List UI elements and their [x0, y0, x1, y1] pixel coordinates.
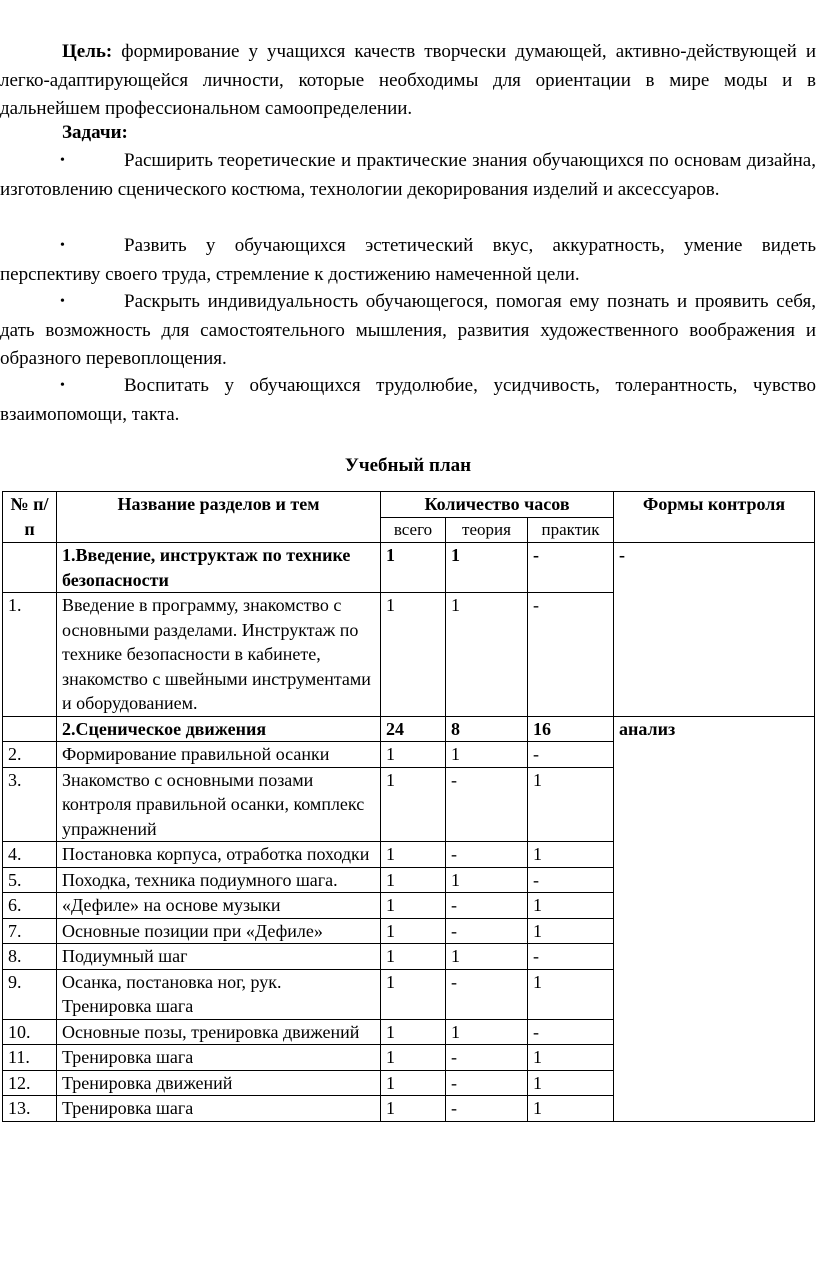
header-name: Название разделов и тем — [57, 492, 381, 543]
cell-practice: 1 — [528, 893, 614, 919]
cell-theory: 1 — [446, 944, 528, 970]
header-total: всего — [381, 517, 446, 543]
cell-name: Тренировка движений — [57, 1070, 381, 1096]
task-text: Раскрыть индивидуальность обучающегося, помогая ему познать и проявить себя, дать возможность для самостоятельного мышления, развития художественного воображения и образного перевоплощения. — [0, 291, 816, 369]
cell-name: Основные позиции при «Дефиле» — [57, 918, 381, 944]
task-item — [0, 147, 816, 204]
cell-theory: 1 — [446, 593, 528, 717]
cell-name: Введение в программу, знакомство с основными разделами. Инструктаж по технике безопасности в кабинете, знакомство с швейными инструментами и оборудованием. — [57, 593, 381, 717]
cell-theory: 8 — [446, 716, 528, 742]
cell-total: 1 — [381, 593, 446, 717]
cell-name: Походка, техника подиумного шага. — [57, 867, 381, 893]
cell-control: анализ — [614, 716, 815, 1121]
cell-total: 1 — [381, 944, 446, 970]
cell-num: 4. — [3, 842, 57, 868]
cell-practice: 1 — [528, 767, 614, 842]
cell-theory: - — [446, 767, 528, 842]
cell-theory: 1 — [446, 543, 528, 593]
cell-num: 6. — [3, 893, 57, 919]
cell-num: 3. — [3, 767, 57, 842]
cell-num: 9. — [3, 969, 57, 1019]
cell-practice: - — [528, 742, 614, 768]
cell-name: «Дефиле» на основе музыки — [57, 893, 381, 919]
cell-total: 1 — [381, 893, 446, 919]
task-item — [0, 232, 816, 289]
cell-num: 10. — [3, 1019, 57, 1045]
plan-title: Учебный план — [344, 455, 472, 476]
section-title: 1.Введение, инструктаж по технике безопасности — [57, 543, 381, 593]
cell-num: 13. — [3, 1096, 57, 1122]
cell-num: 11. — [3, 1045, 57, 1071]
cell-total: 1 — [381, 742, 446, 768]
bullet-icon: • — [60, 153, 65, 168]
goal-label: Цель: — [62, 41, 113, 62]
cell-total: 1 — [381, 1045, 446, 1071]
cell-num — [3, 716, 57, 742]
section-row — [3, 716, 815, 742]
cell-theory: 1 — [446, 742, 528, 768]
goal-text: формирование у учащихся качеств творчески думающей, активно-действующей и легко-адаптирующейся личности, которые необходимы для ориентации в мире моды и в дальнейшем профессиональном самоопределении. — [0, 41, 816, 119]
cell-total: 24 — [381, 716, 446, 742]
cell-practice: 1 — [528, 1096, 614, 1122]
bullet-icon: • — [60, 294, 65, 309]
cell-theory: 1 — [446, 1019, 528, 1045]
cell-theory: 1 — [446, 867, 528, 893]
cell-practice: - — [528, 593, 614, 717]
cell-total: 1 — [381, 969, 446, 1019]
cell-practice: - — [528, 867, 614, 893]
cell-theory: - — [446, 1045, 528, 1071]
cell-practice: 1 — [528, 969, 614, 1019]
cell-theory: - — [446, 1070, 528, 1096]
cell-name: Постановка корпуса, отработка походки — [57, 842, 381, 868]
task-item — [0, 288, 816, 374]
task-text: Воспитать у обучающихся трудолюбие, усидчивость, толерантность, чувство взаимопомощи, такта. — [0, 375, 816, 425]
task-text: Развить у обучающихся эстетический вкус, аккуратность, умение видеть перспективу своего труда, стремление к достижению намеченной цели. — [0, 235, 816, 285]
cell-name: Знакомство с основными позами контроля правильной осанки, комплекс упражнений — [57, 767, 381, 842]
cell-name: Формирование правильной осанки — [57, 742, 381, 768]
cell-theory: - — [446, 893, 528, 919]
section-title: 2.Сценическое движения — [57, 716, 381, 742]
cell-num — [3, 543, 57, 593]
cell-num: 5. — [3, 867, 57, 893]
cell-control: - — [614, 543, 815, 717]
cell-theory: - — [446, 1096, 528, 1122]
cell-practice: - — [528, 1019, 614, 1045]
cell-practice: 1 — [528, 918, 614, 944]
cell-name: Подиумный шаг — [57, 944, 381, 970]
section-row — [3, 543, 815, 593]
task-text: Расширить теоретические и практические знания обучающихся по основам дизайна, изготовлению сценического костюма, технологии декорирования изделий и аксессуаров. — [0, 150, 816, 200]
cell-num: 2. — [3, 742, 57, 768]
table-header-row — [3, 492, 815, 518]
cell-theory: - — [446, 969, 528, 1019]
cell-name: Осанка, постановка ног, рук. Тренировка шага — [57, 969, 381, 1019]
cell-practice: 1 — [528, 842, 614, 868]
header-hours: Количество часов — [381, 492, 614, 518]
cell-total: 1 — [381, 867, 446, 893]
study-plan-table — [2, 491, 815, 1122]
cell-total: 1 — [381, 1070, 446, 1096]
cell-theory: - — [446, 842, 528, 868]
cell-name: Тренировка шага — [57, 1045, 381, 1071]
cell-total: 1 — [381, 1019, 446, 1045]
bullet-icon: • — [60, 378, 65, 393]
header-practice: практик — [528, 517, 614, 543]
tasks-label: Задачи: — [62, 122, 128, 143]
cell-num: 8. — [3, 944, 57, 970]
cell-total: 1 — [381, 918, 446, 944]
header-control: Формы контроля — [614, 492, 815, 543]
header-num: № п/п — [3, 492, 57, 543]
bullet-icon: • — [60, 238, 65, 253]
cell-name: Основные позы, тренировка движений — [57, 1019, 381, 1045]
cell-practice: 1 — [528, 1045, 614, 1071]
cell-practice: 1 — [528, 1070, 614, 1096]
header-theory: теория — [446, 517, 528, 543]
goal-paragraph — [0, 38, 816, 124]
cell-total: 1 — [381, 767, 446, 842]
cell-num: 7. — [3, 918, 57, 944]
cell-practice: 16 — [528, 716, 614, 742]
cell-total: 1 — [381, 543, 446, 593]
cell-name: Тренировка шага — [57, 1096, 381, 1122]
cell-total: 1 — [381, 842, 446, 868]
cell-total: 1 — [381, 1096, 446, 1122]
cell-practice: - — [528, 543, 614, 593]
cell-num: 12. — [3, 1070, 57, 1096]
cell-practice: - — [528, 944, 614, 970]
task-item — [0, 372, 816, 429]
cell-num: 1. — [3, 593, 57, 717]
cell-theory: - — [446, 918, 528, 944]
